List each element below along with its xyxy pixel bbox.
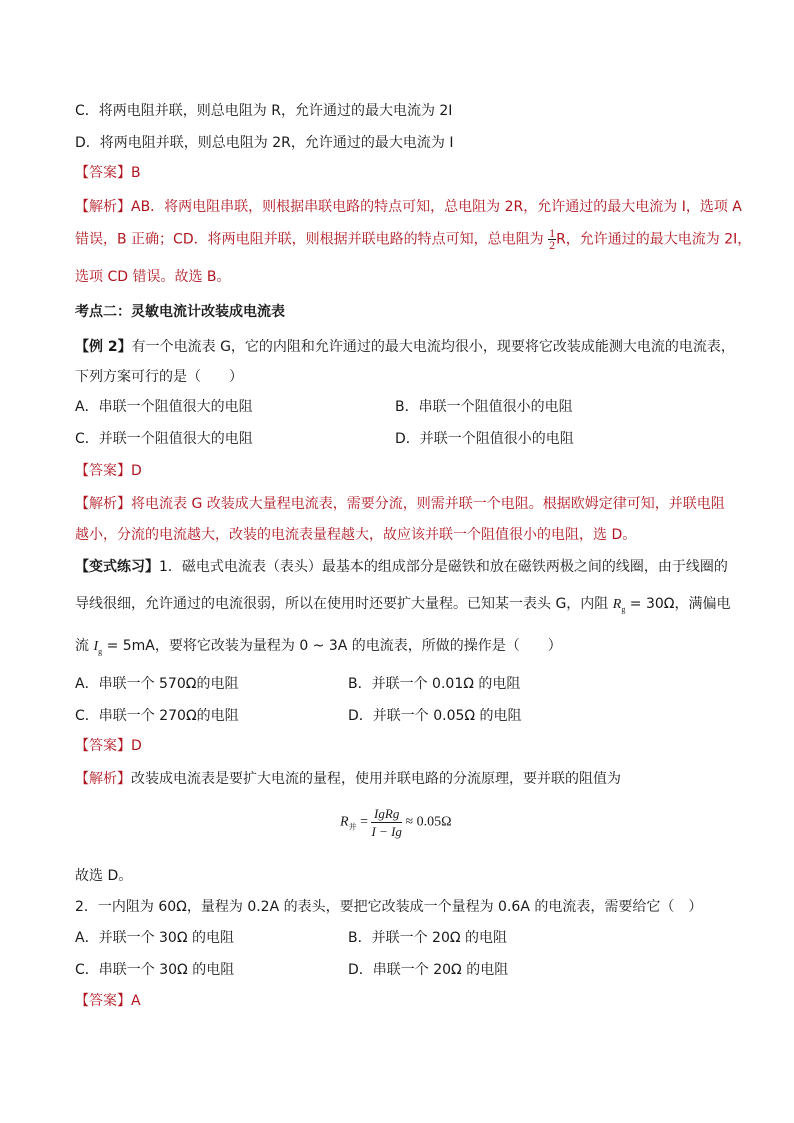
- formula-lhs: R: [340, 814, 349, 830]
- var1-option-d: D．并联一个 0.05Ω 的电阻: [348, 708, 522, 724]
- frac-numerator: 1: [549, 226, 556, 240]
- ex2-analysis-line-2: 越小，分流的电流越大，改装的电流表量程越大，故应该并联一个阻值很小的电阻，选 D。: [75, 527, 637, 543]
- stem-text: 流: [75, 638, 94, 654]
- example-tag: 【例 2】: [75, 339, 132, 355]
- stem-text: = 5mA，要将它改装为量程为 0 ~ 3A 的电流表，所做的操作是（ ）: [102, 638, 562, 654]
- ex2-option-b: B．串联一个阻值很小的电阻: [395, 399, 573, 415]
- ex2-option-c: C．并联一个阻值很大的电阻: [75, 431, 253, 447]
- stem-text: = 30Ω，满偏电: [625, 596, 731, 612]
- formula-lhs-sub: 并: [348, 822, 357, 832]
- q2-stem: 2．一内阻为 60Ω，量程为 0.2A 的表头，要把它改装成一个量程为 0.6A 的电流表，需要给它（ ）: [75, 899, 703, 915]
- answer-tag: 【答案】: [75, 165, 131, 181]
- formula-numerator: IgRg: [371, 805, 401, 823]
- ex2-analysis-line-1: [75, 494, 725, 514]
- var1-option-c: C．串联一个 270Ω的电阻: [75, 708, 239, 724]
- var1-stem-line-1: [75, 557, 728, 577]
- q2-option-c: C．串联一个 30Ω 的电阻: [75, 962, 235, 978]
- var1-analysis-line-1: [75, 769, 621, 789]
- frac-denominator: 2: [549, 238, 556, 252]
- analysis-text: R，允许通过的最大电流为 2I，: [556, 231, 752, 248]
- analysis-text: AB．将两电阻串联，则根据串联电路的特点可知，总电阻为 2R，允许通过的最大电流为 I，选项 A: [131, 199, 742, 215]
- q1-option-d: D．将两电阻并联，则总电阻为 2R，允许通过的最大电流为 I: [75, 135, 454, 151]
- q2-answer: [75, 991, 141, 1011]
- analysis-text: 将电流表 G 改装成大量程电流表，需要分流，则需并联一个电阻。根据欧姆定律可知，并联电阻: [131, 496, 725, 512]
- q1-analysis-line-3: 选项 CD 错误。故选 B。: [75, 269, 231, 285]
- ex2-stem-line-1: [75, 337, 735, 357]
- var1-stem-line-2: [75, 594, 730, 620]
- variation-stem: 1．磁电式电流表（表头）最基本的组成部分是磁铁和放在磁铁两极之间的线圈，由于线圈的: [159, 559, 728, 575]
- answer-tag: 【答案】: [75, 738, 131, 754]
- symbol-R: R: [612, 597, 622, 612]
- formula-fraction: [371, 805, 401, 840]
- var1-conclusion: 故选 D。: [75, 868, 133, 884]
- analysis-text: 错误，B 正确；CD．将两电阻并联，则根据并联电路的特点可知，总电阻为: [75, 231, 544, 248]
- analysis-tag: 【解析】: [75, 771, 131, 787]
- analysis-text: 改装成电流表是要扩大电流的量程，使用并联电路的分流原理，要并联的阻值为: [131, 771, 621, 787]
- q1-option-c: C．将两电阻并联，则总电阻为 R，允许通过的最大电流为 2I: [75, 103, 453, 119]
- analysis-tag: 【解析】: [75, 199, 131, 215]
- variation-tag: 【变式练习】: [75, 559, 159, 575]
- ex2-option-d: D．并联一个阻值很小的电阻: [395, 431, 574, 447]
- var1-option-a: A．串联一个 570Ω的电阻: [75, 676, 239, 692]
- analysis-tag: 【解析】: [75, 496, 131, 512]
- formula-rhs: ≈ 0.05Ω: [405, 814, 452, 830]
- var1-stem-line-3: [75, 636, 562, 662]
- answer-value: B: [131, 165, 141, 181]
- shunt-resistance-formula: [340, 805, 452, 847]
- example-stem: 有一个电流表 G，它的内阻和允许通过的最大电流均很小，现要将它改装成能测大电流的电流表，: [131, 339, 735, 355]
- q1-analysis-line-1: [75, 197, 742, 217]
- ex2-stem-line-2: 下列方案可行的是（ ）: [75, 369, 243, 385]
- q2-option-b: B．并联一个 20Ω 的电阻: [348, 930, 508, 946]
- answer-value: D: [131, 738, 142, 754]
- section-title: 考点二：灵敏电流计改装成电流表: [75, 304, 285, 320]
- symbol-I: I: [93, 639, 99, 654]
- answer-value: D: [131, 463, 142, 479]
- fraction-one-half: [548, 228, 556, 251]
- var1-answer: [75, 736, 142, 756]
- var1-option-b: B．并联一个 0.01Ω 的电阻: [348, 676, 521, 692]
- answer-value: A: [131, 993, 141, 1009]
- q2-option-d: D．串联一个 20Ω 的电阻: [348, 962, 509, 978]
- answer-tag: 【答案】: [75, 463, 131, 479]
- equals-sign: =: [360, 814, 368, 830]
- ex2-option-a: A．串联一个阻值很大的电阻: [75, 399, 253, 415]
- subscript-g: g: [98, 646, 103, 656]
- q1-answer: [75, 163, 141, 183]
- subscript-g: g: [621, 604, 626, 614]
- q1-analysis-line-2: [75, 228, 751, 251]
- answer-tag: 【答案】: [75, 993, 131, 1009]
- formula-denominator: I − Ig: [371, 824, 402, 839]
- stem-text: 导线很细，允许通过的电流很弱，所以在使用时还要扩大量程。已知某一表头 G，内阻: [75, 596, 613, 612]
- q2-option-a: A．并联一个 30Ω 的电阻: [75, 930, 234, 946]
- ex2-answer: [75, 461, 142, 481]
